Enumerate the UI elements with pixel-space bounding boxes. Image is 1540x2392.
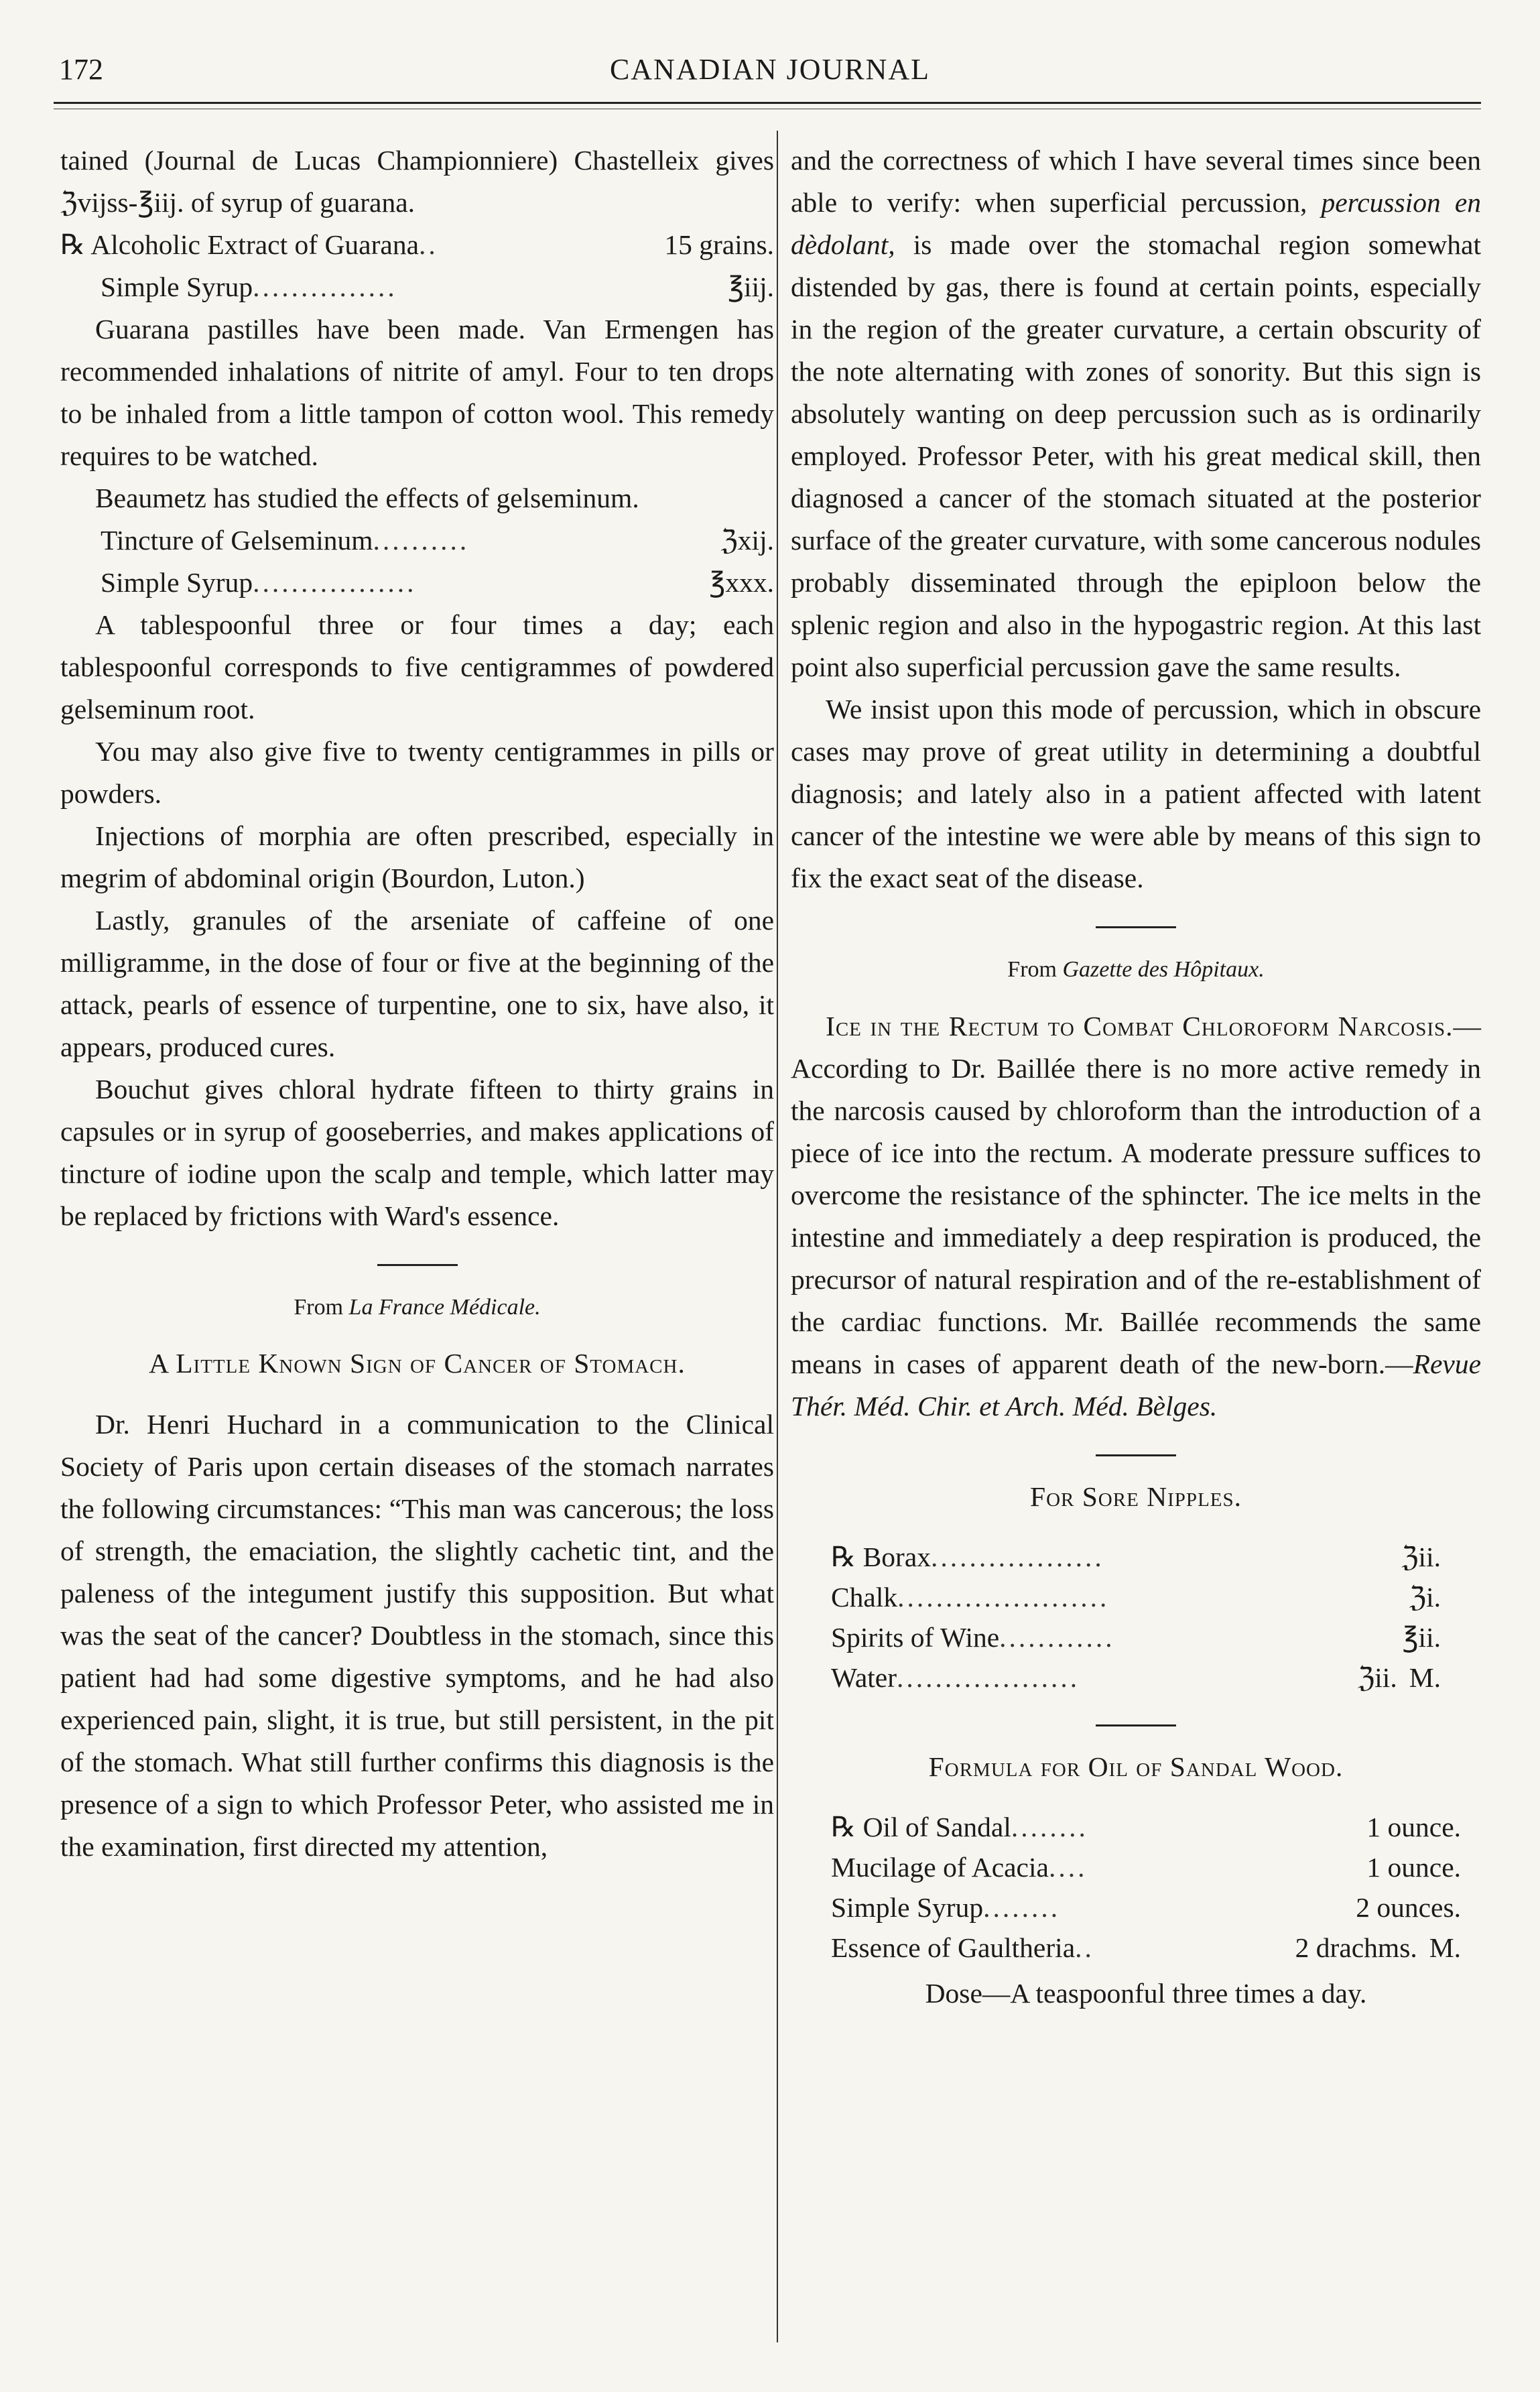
recipe-line bbox=[831, 1617, 1441, 1657]
article-heading: A Little Known Sign of Cancer of Stomach. bbox=[149, 1348, 686, 1379]
dose-instruction: Dose—A teaspoonful three times a day. bbox=[925, 1978, 1367, 2009]
paragraph bbox=[791, 1005, 1481, 1428]
recipe-item: ℞ Borax bbox=[831, 1541, 931, 1572]
recipe-line bbox=[831, 1887, 1461, 1928]
misce-mark: M. bbox=[1409, 1662, 1441, 1693]
paragraph: Guarana pastilles have been made. Van Ermengen has recommended inhalations of nitrite of amyl. Four to ten drops to be inhaled from a little tampon of cotton wool. This remedy requires to be watched. bbox=[60, 314, 774, 471]
recipe-qty: ℨi. bbox=[1409, 1582, 1441, 1613]
paragraph: Beaumetz has studied the effects of gelseminum. bbox=[95, 483, 639, 513]
recipe-gelseminum bbox=[60, 519, 774, 604]
header-rule bbox=[54, 102, 1481, 104]
source-prefix: From bbox=[294, 1295, 349, 1320]
recipe-item: Tincture of Gelseminum bbox=[101, 525, 373, 556]
recipe-qty: ℥iij. bbox=[728, 271, 774, 302]
leader-dots: ................... bbox=[897, 1662, 1080, 1693]
section-separator bbox=[1096, 1454, 1176, 1456]
recipe-item: Water bbox=[831, 1662, 897, 1693]
recipe-line bbox=[831, 1807, 1461, 1847]
source-title: Gazette des Hôpitaux. bbox=[1062, 957, 1265, 982]
recipe-line bbox=[831, 1928, 1461, 1968]
recipe-line bbox=[831, 1537, 1441, 1577]
leader-dots: ........ bbox=[1011, 1812, 1088, 1842]
recipe-qty: 15 grains. bbox=[664, 229, 774, 260]
leader-dots: ...................... bbox=[897, 1582, 1110, 1613]
text-run: —According to Dr. Baillée there is no more active remedy in the narcosis caused by chloroform than the introduction of a piece of ice into the rectum. A moderate pressure suffices to overcome the resistance of the sphincter. The ice melts in the intestine and immediately a deep respiration is produced, the precursor of natural respiration and of the re-establishment of the cardiac functions. Mr. Baillée recommends the same means in cases of apparent death of the new-born.— bbox=[791, 1011, 1481, 1379]
citation: Revue Thér. Méd. Chir. et Arch. Méd. Bèlges. bbox=[791, 1348, 1481, 1422]
recipe-qty: 1 ounce. bbox=[1366, 1852, 1461, 1883]
column-divider bbox=[777, 131, 778, 2342]
leader-dots: ............... bbox=[253, 271, 397, 302]
leader-dots: .. bbox=[419, 229, 438, 260]
recipe-sore-nipples bbox=[791, 1537, 1481, 1698]
recipe-qty: ℥xxx. bbox=[709, 567, 774, 598]
recipe-line bbox=[60, 519, 774, 562]
paragraph: You may also give five to twenty centigrammes in pills or powders. bbox=[60, 736, 774, 809]
recipe-qty: ℥ii. bbox=[1402, 1622, 1441, 1653]
leader-dots: .......... bbox=[373, 525, 470, 556]
recipe-line bbox=[60, 266, 774, 308]
section-separator bbox=[1096, 1724, 1176, 1726]
leader-dots: .. bbox=[1075, 1932, 1094, 1963]
recipe-qty: 2 ounces. bbox=[1356, 1892, 1461, 1923]
leader-dots: ........ bbox=[983, 1892, 1061, 1923]
recipe-item: Mucilage of Acacia bbox=[831, 1852, 1049, 1883]
text-run: is made over the stomachal region somewhat distended by gas, there is found at certain points, especially in the region of the greater curvature, a certain obscurity of the note alternating with zones of sonority. But this sign is absolutely wanting on deep percussion such as is ordinarily employed. Professor Peter, with his great medical skill, then diagnosed a cancer of the stomach situated at the posterior surface of the greater curvature, with some cancerous nodules probably disseminated through the epiploon below the splenic region and also in the hypogastric region. At this last point also superficial percussion gave the same results. bbox=[791, 229, 1481, 682]
recipe-qty: 1 ounce. bbox=[1366, 1812, 1461, 1842]
paragraph: tained (Journal de Lucas Championniere) Chastelleix gives ℨvijss-℥iij. of syrup of guarana. bbox=[60, 145, 774, 218]
source-line bbox=[60, 1286, 774, 1328]
source-title: La France Médicale. bbox=[348, 1295, 541, 1320]
running-head: CANADIAN JOURNAL bbox=[609, 53, 931, 86]
source-prefix: From bbox=[1007, 957, 1063, 982]
leader-dots: ............ bbox=[999, 1622, 1115, 1653]
leader-dots: .... bbox=[1048, 1852, 1088, 1883]
page-number: 172 bbox=[59, 53, 103, 86]
recipe-qty: ℨii. bbox=[1401, 1541, 1441, 1572]
recipe-qty: ℨxij. bbox=[720, 525, 774, 556]
source-line bbox=[791, 948, 1481, 991]
formula-heading: For Sore Nipples. bbox=[1029, 1481, 1242, 1512]
section-separator bbox=[1096, 926, 1176, 928]
recipe-line bbox=[831, 1847, 1461, 1887]
recipe-qty: 2 drachms. bbox=[1295, 1932, 1417, 1963]
left-column bbox=[60, 139, 774, 1868]
paragraph: A tablespoonful three or four times a day; each tablespoonful corresponds to five centigrammes of powdered gelseminum root. bbox=[60, 609, 774, 725]
section-separator bbox=[377, 1264, 458, 1266]
recipe-line bbox=[60, 562, 774, 604]
recipe-sandal-oil bbox=[791, 1807, 1481, 2013]
recipe-qty: ℨii. bbox=[1357, 1662, 1397, 1693]
recipe-item: Simple Syrup bbox=[101, 271, 253, 302]
paragraph: We insist upon this mode of percussion, which in obscure cases may prove of great utility in determining a doubtful diagnosis; and lately also in a patient affected with latent cancer of the intestine we were able by means of this sign to fix the exact seat of the disease. bbox=[791, 694, 1481, 893]
recipe-line bbox=[831, 1577, 1441, 1617]
formula-heading: Formula for Oil of Sandal Wood. bbox=[928, 1751, 1344, 1782]
right-column bbox=[791, 139, 1481, 2013]
recipe-item: ℞ Alcoholic Extract of Guarana bbox=[60, 229, 420, 260]
italic-term: percussion en dèdolant, bbox=[791, 187, 1481, 260]
recipe-item: ℞ Oil of Sandal bbox=[831, 1812, 1011, 1842]
recipe-line bbox=[60, 224, 774, 266]
recipe-item: Simple Syrup bbox=[831, 1892, 984, 1923]
text-run: and the correctness of which I have several times since been able to verify: when superficial percussion, bbox=[791, 145, 1481, 218]
recipe-item: Simple Syrup bbox=[101, 567, 253, 598]
recipe-item: Spirits of Wine bbox=[831, 1622, 1000, 1653]
leader-dots: .................. bbox=[931, 1541, 1104, 1572]
paragraph bbox=[791, 139, 1481, 688]
recipe-guarana bbox=[60, 224, 774, 308]
paragraph: Injections of morphia are often prescribed, especially in megrim of abdominal origin (Bourdon, Luton.) bbox=[60, 820, 774, 893]
recipe-item: Chalk bbox=[831, 1582, 898, 1613]
recipe-item: Essence of Gaultheria bbox=[831, 1932, 1076, 1963]
paragraph: Bouchut gives chloral hydrate fifteen to thirty grains in capsules or in syrup of gooseberries, and makes applications of tincture of iodine upon the scalp and temple, which latter may be replaced by frictions with Ward's essence. bbox=[60, 1074, 774, 1231]
recipe-line bbox=[831, 1657, 1441, 1698]
leader-dots: ................. bbox=[253, 567, 417, 598]
paragraph: Lastly, granules of the arseniate of caffeine of one milligramme, in the dose of four or five at the beginning of the attack, pearls of essence of turpentine, one to six, have also, it appears, produced cures. bbox=[60, 905, 774, 1062]
run-in-heading: Ice in the Rectum to Combat Chloroform Narcosis. bbox=[826, 1011, 1454, 1042]
misce-mark: M. bbox=[1429, 1932, 1461, 1963]
paragraph: Dr. Henri Huchard in a communication to the Clinical Society of Paris upon certain diseases of the stomach narrates the following circumstances: “This man was cancerous; the loss of strength, the emaciation, the slightly cachetic tint, and the paleness of the integument justify this supposition. But what was the seat of the cancer? Doubtless in the stomach, since this patient had had some digestive symptoms, and he had also experienced pain, slight, it is true, but still persistent, in the pit of the stomach. What still further confirms this diagnosis is the presence of a sign to which Professor Peter, who assisted me in the examination, first directed my attention, bbox=[60, 1409, 774, 1862]
